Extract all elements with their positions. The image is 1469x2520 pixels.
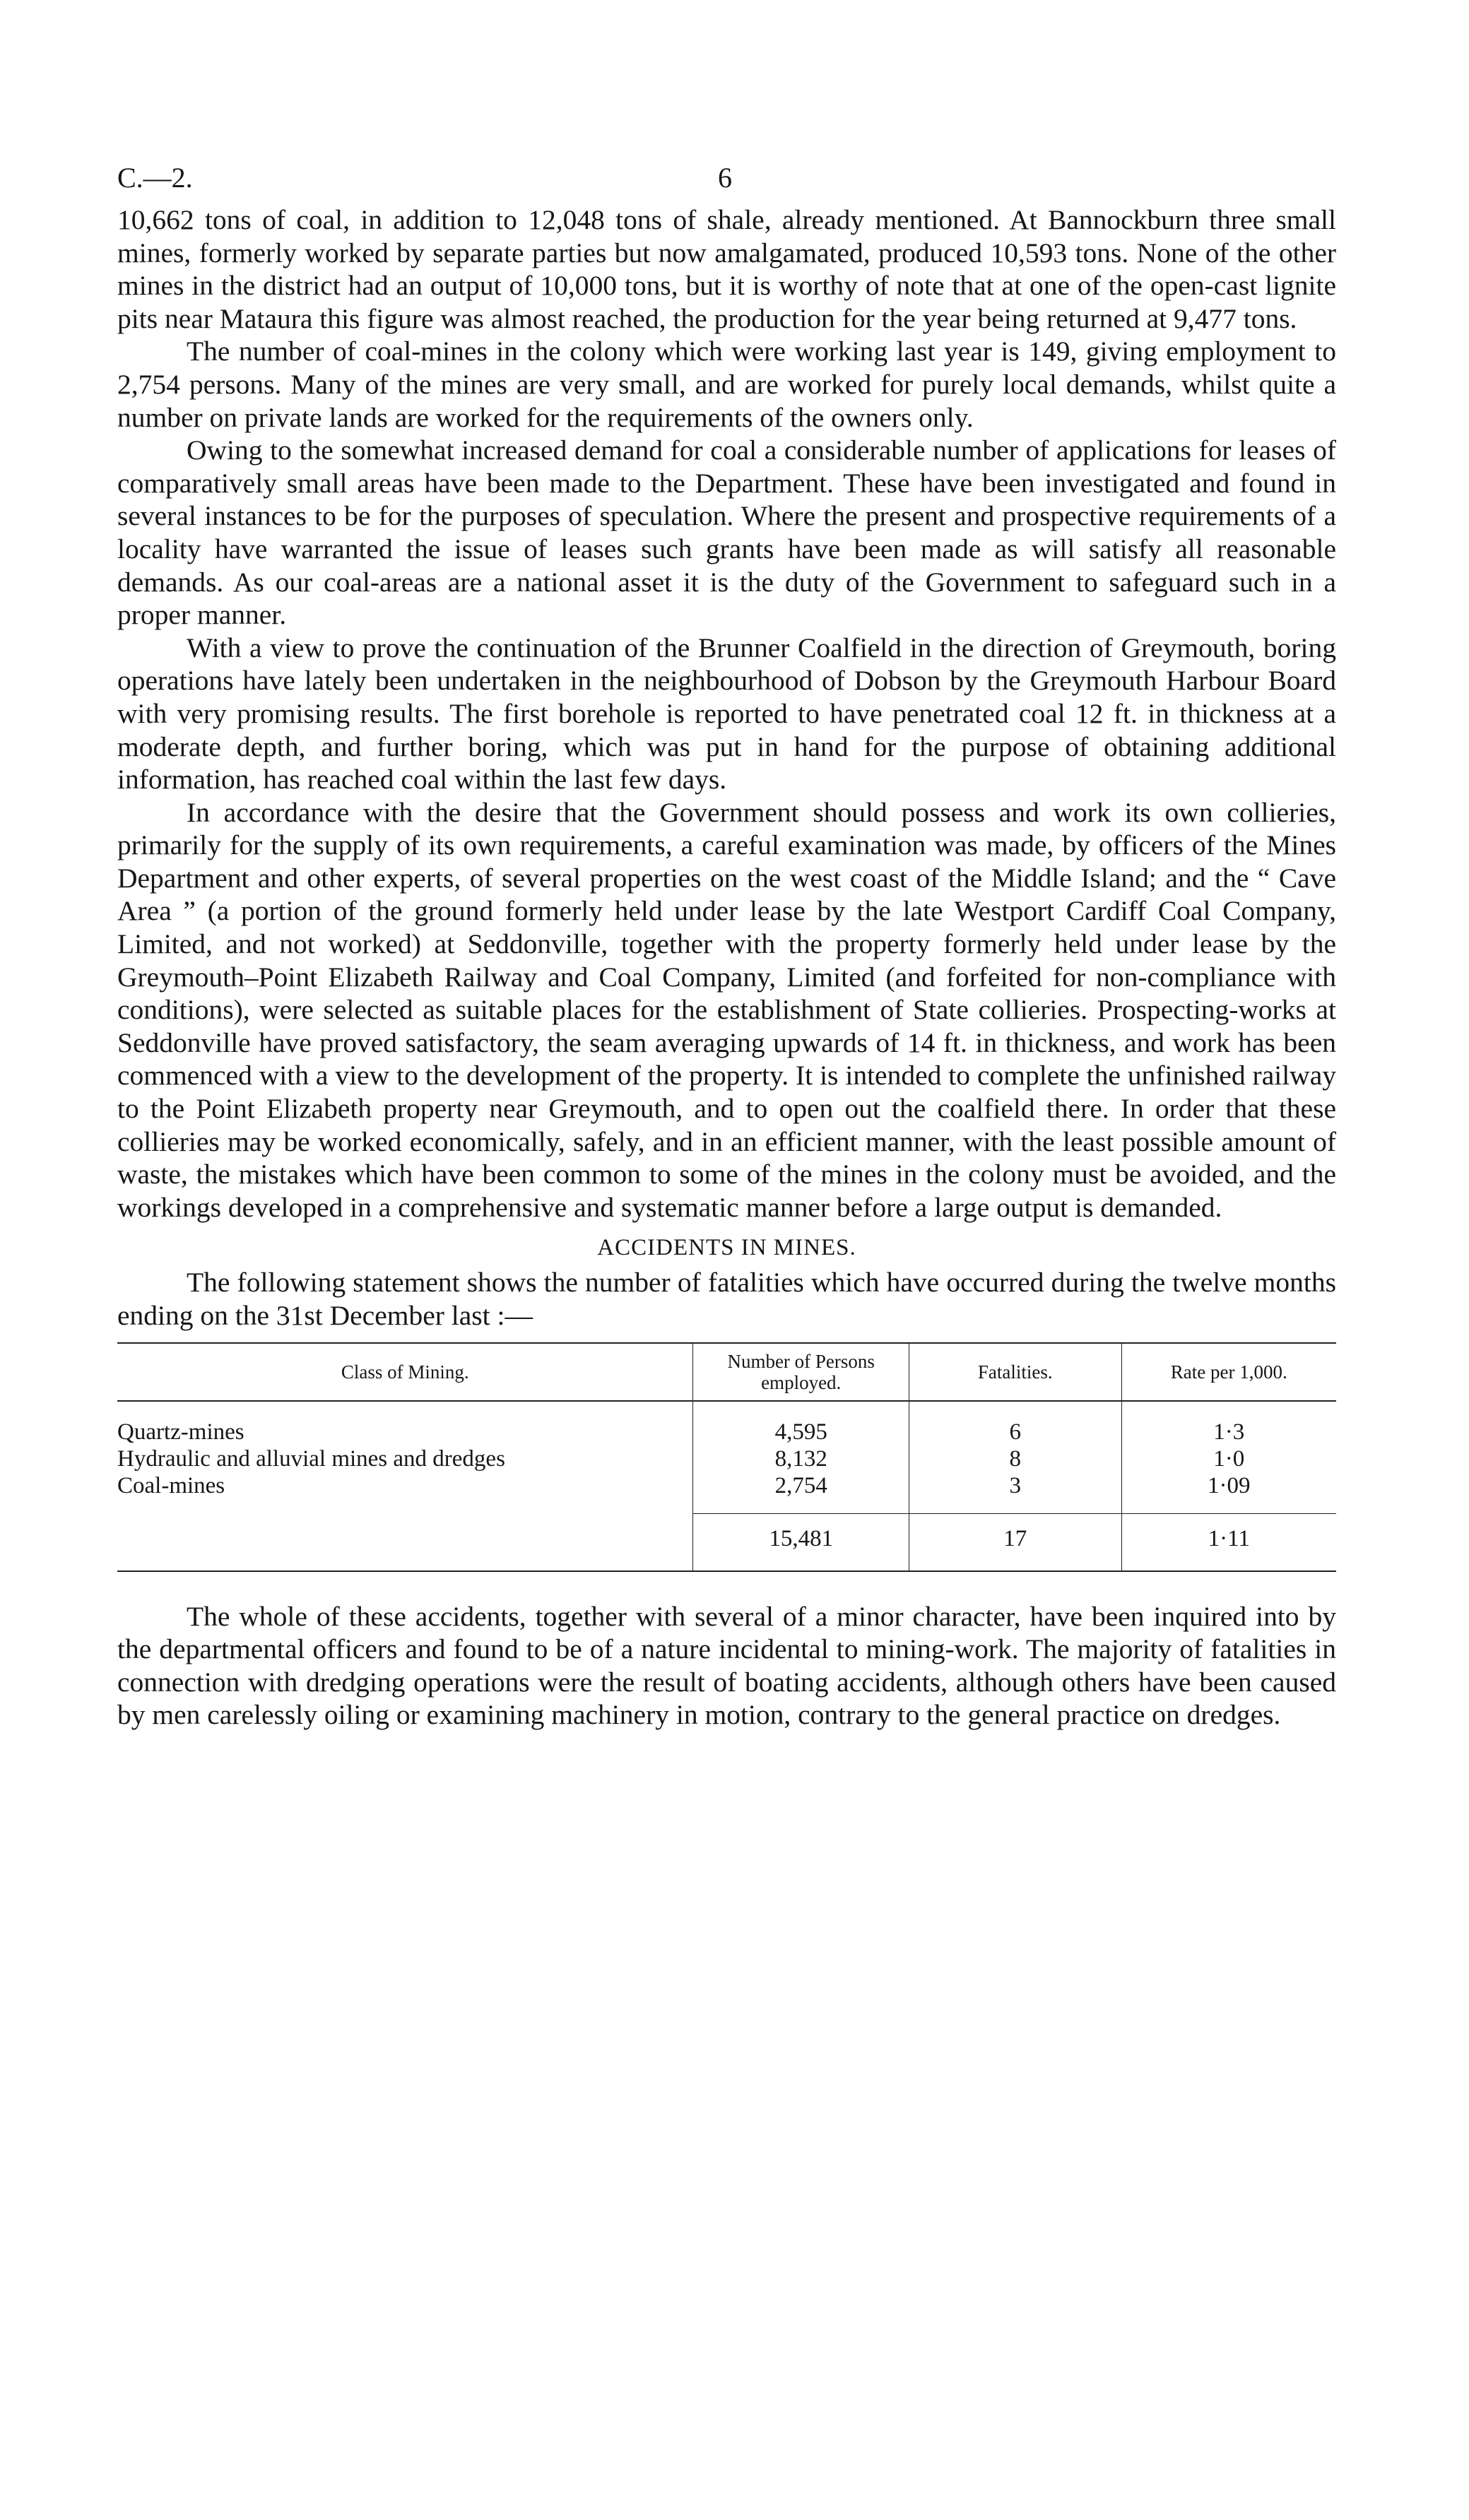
running-header — [117, 161, 1336, 203]
paragraph-lease-applications: Owing to the somewhat increased demand for coal a considerable number of applications for leases of comparatively small areas have been made to the Department. These have been investigated and found in several instances to be for the purposes of speculation. Where the present and prospective requirements of a locality have warranted the issue of leases such grants have been made as will satisfy all reasonable demands. As our coal-areas are a national asset it is the duty of the Government to safeguard such in a proper manner. — [117, 434, 1336, 631]
total-rate: 1·11 — [1121, 1513, 1336, 1565]
row-rate: 1·09 — [1208, 1472, 1251, 1498]
document-page — [117, 161, 1336, 1732]
header-rate-per-1000: Rate per 1,000. — [1121, 1343, 1336, 1401]
row-employed: 8,132 — [693, 1445, 909, 1472]
row-fatalities: 6 — [909, 1419, 1121, 1445]
header-class-of-mining: Class of Mining. — [117, 1343, 693, 1401]
paragraph-state-collieries: In accordance with the desire that the Government should possess and work its own collieries, primarily for the supply of its own requirements, a careful examination was made, by officers of the Mines Department and other experts, of several properties on the west coast of the Middle Island; and the “ Cave Area ” (a portion of the ground formerly held under lease by the late Westport Cardiff Coal Company, Limited, and not worked) at Seddonville, together with the property formerly held under lease by the Greymouth–Point Elizabeth Railway and Coal Company, Limited (and forfeited for non-compliance with conditions), were selected as suitable places for the establishment of State collieries. Prospecting-works at Seddonville have proved satisfactory, the seam averaging upwards of 14 ft. in thickness, and work has been commenced with a view to the development of the property. It is intended to complete the unfinished railway to the Point Elizabeth property near Greymouth, and to open out the coalfield there. In order that these collieries may be worked economically, safely, and in an efficient manner, with the least possible amount of waste, the mistakes which have been common to some of the mines in the colony must be avoided, and the workings developed in a comprehensive and systematic manner before a large output is demanded. — [117, 796, 1336, 1223]
table-totals-row — [117, 1513, 1336, 1565]
document-reference: C.—2. — [117, 162, 193, 194]
total-fatalities: 17 — [909, 1513, 1121, 1565]
paragraph-coal-mines-count: The number of coal-mines in the colony which were working last year is 149, giving employment to 2,754 persons. Many of the mines are very small, and are worked for purely local demands, whilst quite a number on private lands are worked for the requirements of the owners only. — [117, 336, 1336, 433]
total-employed: 15,481 — [693, 1513, 909, 1565]
row-employed: 2,754 — [693, 1472, 909, 1499]
paragraph-brunner-boring: With a view to prove the continuation of the Brunner Coalfield in the direction of Greymouth, boring operations have lately been undertaken in the neighbourhood of Dobson by the Greymouth Harbour Board with very promising results. The first borehole is reported to have penetrated coal 12 ft. in thickness at a moderate depth, and further boring, which was put in hand for the purpose of obtaining additional information, has reached coal within the last few days. — [117, 632, 1336, 795]
header-fatalities: Fatalities. — [909, 1343, 1121, 1401]
row-class: Coal-mines — [117, 1472, 225, 1498]
page-number: 6 — [718, 162, 732, 194]
section-heading-accidents: ACCIDENTS IN MINES. — [597, 1235, 856, 1261]
row-rate: 1·3 — [1213, 1419, 1245, 1445]
row-rate: 1·0 — [1213, 1445, 1245, 1472]
header-persons-employed: Number of Persons employed. — [693, 1343, 909, 1401]
table-row — [117, 1445, 1336, 1472]
row-fatalities: 8 — [909, 1445, 1121, 1472]
fatalities-table — [117, 1342, 1336, 1572]
table-row — [117, 1472, 1336, 1499]
row-class: Quartz-mines — [117, 1419, 244, 1445]
table-row — [117, 1419, 1336, 1445]
row-employed: 4,595 — [693, 1419, 909, 1445]
table-header-row — [117, 1343, 1336, 1401]
row-fatalities: 3 — [909, 1472, 1121, 1499]
row-class: Hydraulic and alluvial mines and dredges — [117, 1445, 505, 1472]
paragraph-accidents-closing: The whole of these accidents, together with several of a minor character, have been inquired into by the departmental officers and found to be of a nature incidental to mining-work. The majority of fatalities in connection with dredging operations were the result of boating accidents, although others have been caused by men carelessly oiling or examining machinery in motion, contrary to the general practice on dredges. — [117, 1600, 1336, 1731]
paragraph-accidents-intro: The following statement shows the number of fatalities which have occurred during the twelve months ending on the 31st December last :— — [117, 1267, 1336, 1331]
paragraph-coal-output: 10,662 tons of coal, in addition to 12,048 tons of shale, already mentioned. At Bannockburn three small mines, formerly worked by separate parties but now amalgamated, produced 10,593 tons. None of the other mines in the district had an output of 10,000 tons, but it is worthy of note that at one of the open-cast lignite pits near Mataura this figure was almost reached, the production for the year being returned at 9,477 tons. — [117, 204, 1336, 334]
